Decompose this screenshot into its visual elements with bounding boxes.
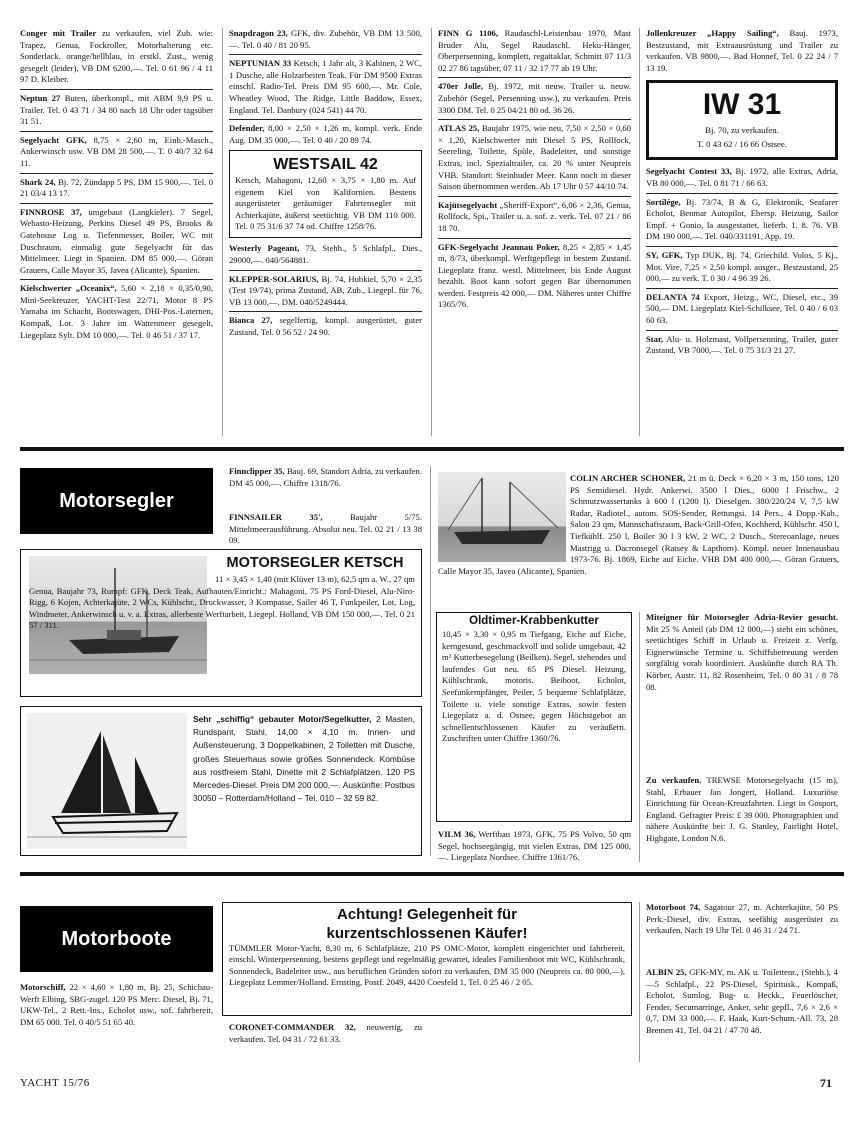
- ad-finnsailer: FINNSAILER 35', Baujahr 5/75. Mitteltmeerausführung. Absolut neu. Tel. 02 21 / 13 38 09.: [229, 512, 422, 546]
- classified-ad: Defender, 8,00 × 2,50 × 1,26 m, kompl. verk. Ende Aug. DM 35 000,—. Tel. 0 40 / 20 89 74.: [229, 123, 422, 145]
- achtung-box: [222, 902, 632, 1016]
- classified-ad: SY, GFK, Typ DUK, Bj. 74, Griechild. Volos, 5 Kj., Mot. Vire, 7,25 × 2,50 kompl. ausger., Bestzustand, 25 000,— zu verk. T. 0 30 / 4 96 39 26.: [646, 249, 838, 284]
- ad-divider: [229, 311, 422, 312]
- classified-ad: Snapdragon 23, GFK, div. Zubehör, VB DM 13 500,—. Tel. 0 40 / 81 20 95.: [229, 28, 422, 50]
- achtung-title-1: Achtung! Gelegenheit für: [337, 906, 517, 923]
- col-divider: [639, 28, 640, 436]
- col-divider: [430, 466, 431, 856]
- col4-ads: [646, 28, 838, 357]
- classified-ad: Bianca 27, segelfertig, kompl. ausgerüstet, guter Zustand, Tel. 0 56 52 / 24 90.: [229, 315, 422, 337]
- classified-ad: DELANTA 74 Export, Heizg., WC, Diesel, etc., 39 500,— DM. Liegeplatz Kiel-Schilksee, Tel. 0 40 / 6 03 60 63.: [646, 291, 838, 325]
- ad-divider: [20, 173, 213, 174]
- ad-schiffig: Sehr „schiffig“ gebauter Motor/Segelkutter, 2 Masten, Rundspant, Stahl, 14,00 × 4,10 m. Innen- und Außensteuerung, 3 Doppelkabinen, 2 Toiletten mit Dusche, großes Steuerhaus sowie großes Sonnendeck. Kombüse aus rostfreiem Stahl, Dinette mit 2 Schlafplätzen. 120 PS Mercedes-Diesel. Preis DM 200 000,—. Auskünfte: Postbus 30050 – Rotterdam/Holland – Tel. 010 – 32 59 82.: [193, 714, 415, 804]
- classified-ad: Westerly Pageant, 73, Stehh., 5 Schlafpl., Dies., 29000,—. 040/564881.: [229, 243, 422, 265]
- ad-divider: [20, 89, 213, 90]
- classified-ad: Kajütsegelyacht „Sheriff-Export“, 6,06 × 2,36, Genua, Rollfock, Spi., Trailer u. a. sof. z. verk. Tel. 07 21 / 86 18 70.: [438, 199, 631, 233]
- ad-divider: [646, 246, 838, 247]
- classified-ad: Conger mit Trailer zu verkaufen, viel Zub. wie: Trapez, Genua, Fockroller, Motorhalterung etc. Sonderlack. orange/hellblau, in erstkl. Zust., wenig gesegelt (leider), VB DM 6200,—. Tel. 0 61 96 / 4 11 97 D. Kleiber.: [20, 28, 214, 85]
- ketsch-title: MOTORSEGLER KETSCH: [226, 555, 404, 571]
- oldtimer-box: [436, 612, 632, 822]
- classified-ad: Segelyacht Contest 33, Bj. 1972, alle Extras, Adria, VB 80 000,—. Tel. 0 81 71 / 66 63.: [646, 166, 838, 188]
- oldtimer-title: Oldtimer-Krabbenkutter: [469, 615, 599, 627]
- oldtimer-text: 10,45 × 3,30 × 0,95 m Tiefgang, Eiche auf Eiche, kerngesund, geschmackvoll und solide umgebaut, 42 m² Kutterbesegelung (Beilken). Segel, stehendes und laufendes Gut neu. 65 PS Diesel. Heizung, Kühlschrank, motoris. Beiboot, Echolot, Seefunkempfänger, Peiler, 5 bequeme Schlafplätze, Toilette u. viele sonstige Extras, sowie festen Liegeplatz a. d. Ostsee, gegen Höchstgebot an schnellentschlossenen Käufer zu veräußern. Zuschriften unter Chiffre 1360/76.: [442, 629, 626, 744]
- ketsch-box: [20, 549, 422, 697]
- ad-divider: [646, 330, 838, 331]
- col-divider: [222, 28, 223, 436]
- kutter-photo: [27, 713, 187, 849]
- achtung-title-2: kurzentschlossenen Käufer!: [326, 925, 528, 942]
- section-rule: [20, 872, 844, 876]
- classified-ad: NEPTUNIAN 33 Ketsch, 1 Jahr alt, 3 Kabinen, 2 WC, 1 Dusche, alle Holzarbeiten Teak. Für DM 9500 Extras einschl. Radio-Tel. Preis DM 95 600,—. Mr. Cole, Wheatley Wood, The Ridge, Little Baddow, Essex, England. Tel. Danbury (024 541) 44 70.: [229, 58, 422, 115]
- ad-finnclipper: Finnclipper 35, Bauj. 69, Standort Adria, zu verkaufen. DM 45 000,—. Chiffre 1318/76.: [229, 466, 422, 488]
- motorsegler-section-header: Motorsegler: [20, 468, 213, 534]
- ad-divider: [20, 131, 213, 132]
- magazine-issue: YACHT 15/76: [20, 1077, 90, 1089]
- col1-ads: [20, 28, 213, 341]
- col-divider: [431, 28, 432, 436]
- col3-ads: [438, 28, 631, 311]
- classified-ad: Segelyacht GFK, 8,75 × 2,60 m, Einb.-Masch., Ankerwinsch usw. VB DM 28 500,—. T. 0 40/7 32 64 11.: [20, 134, 214, 168]
- classified-ad: ATLAS 25, Baujahr 1975, wie neu, 7,50 × 2,50 × 0,60 × 1,20, Kielschwerter mit Diesel 5 PS, Rollfock, Seereling, Toilette, Spüle, Badeleiter, und sonstige Extras, incl. Spezialtrailer, ca. 20 % unter Neupreis VHB. Standort: Steinhuder Meer. Kann noch in dieser Saison übernommen werden. Ab 17 Uhr 0 57 44/10 74.: [438, 123, 631, 192]
- westsail-title: WESTSAIL 42: [273, 156, 378, 174]
- iw31-line1: Bj. 70, zu verkaufen.: [705, 125, 779, 136]
- ad-trewse: Zu verkaufen. TREWSE Motorsegelyacht (15 m), Stahl, Erbauer Jan Jongert, Holland. Luxuriöse Einrichtung für Ocean-Kreuzfahrten. Liegt in Gosport, England. Gefragter Preis: £ 39 000. Photographien und nähere Auskünfte bei: J. G. Stanley, Fairlight Hotel, Highgate, London N.6.: [646, 775, 838, 843]
- ad-divider: [229, 119, 422, 120]
- kutter-boat-icon: [27, 713, 187, 849]
- ad-divider: [20, 203, 213, 204]
- classified-ad: Jollenkreuzer „Happy Sailing“, Bauj. 1973, Bestzustand, mit Extraausrüstung und Trailer zu verkaufen. VB 9800,—. Bad Honnef, Tel. 0 22 24 / 7 13 19.: [646, 28, 838, 73]
- iw31-line2: T. 0 43 62 / 16 66 Ostsee.: [697, 139, 787, 150]
- ad-motorboot74: Motorboot 74, Sagatour 27, m. Achterkajüte, 50 PS Perk.-Diesel, div. Extras, seefähig ausgerüstet zu verkaufen. Nach 19 Uhr Tel. 0 46 31 / 24 71.: [646, 902, 838, 936]
- ad-coronet: CORONET-COMMANDER 32, neuwertig, zu verkaufen. Tel. 04 31 / 72 61 33.: [229, 1022, 422, 1044]
- ad-colin-archer: COLIN ARCHER SCHONER, 21 m ü. Deck × 6,20 × 3 m, 150 tons, 120 PS Semidiesel. Hydr. Ankerwi. 3500 l Dies., 6000 l Frischw., 2 Schmutzwassertanks à 600 l (1200 l). Dieselgen. 380/220/24 V, 7,5 kW Radar, Radiotel., autom. SOS-Sender, Rettungsi. 14 Pers., 4 Dopp.-Kab., Salon 23 qm, Mannschaftsraum, Back-Grill-Ofen, Kochherd, Kühlschr. 450 l, Tiefkühlf. 250 l, Boiler 30 l 3 kW, 2 WC, 2 Dusch., Stereoanlage, neues Mastrigg u. Dacronsegel (Ratsey & Lapthorn). Kompl. neuer Innenausbau 1973-76. Bj. 1869, Eiche auf Eiche. VHB DM 400 000,—. Göran Grauers, Calle Mayor 35, Javea (Alicante), Spanien.: [438, 473, 839, 576]
- classified-ad: 470er Jolle, Bj. 1972, mit neuw. Trailer u. neuw. Zubehör (Segel, Persenning usw.), zu verkaufen. Preis 3300 DM. Tel. 0 25 04/21 80 od. 36 26.: [438, 81, 631, 115]
- ad-divider: [438, 77, 631, 78]
- iw31-box: [646, 80, 838, 160]
- section-rule: [20, 447, 844, 451]
- ad-divider: [229, 54, 422, 55]
- classified-ad: Sortilége, Bj. 73/74, B & G, Elektronik, Seafarer Echolot, Benmar Autopilot, Ebersp. Heizung, Sailor Empf. + Gonio, la ausgestattet, lieferb. 1. 8. 76. VB DM 190 000,—. Tel. 040/331191, App. 19.: [646, 196, 838, 242]
- ad-divider: [229, 270, 422, 271]
- ad-divider: [438, 238, 631, 239]
- ad-miteigner: Miteigner für Motorsegler Adria-Revier gesucht. Mit 25 % Anteil (ab DM 12 000,—) steht ein schönes, seetüchtiges Schiff in Urlaub u. Freizeit z. Verfg. Eignerwünsche Termine u. Schiffsbetreuung werden sorgfältig vorab koordiniert. Auskünfte durch RA Th. Körber, Austr. 11, 82 Rosenheim, Tel. 0 80 31 / 8 78 08.: [646, 612, 838, 692]
- ad-divider: [438, 196, 631, 197]
- motorboote-section-header: Motorboote: [20, 906, 213, 972]
- westsail-box: [229, 150, 422, 238]
- col-divider: [639, 902, 640, 1062]
- classified-ad: Shark 24, Bj. 72, Zündapp 5 PS, DM 15 900,—. Tel. 0 21 03/4 13 17.: [20, 176, 213, 199]
- classified-ad: FINN G 1106, Raudaschl-Leistenbau 1970, Mast Bruder Alu, Segel Raudaschl. Heku-Hänger, Oberpersenning, komplett, regattaklar, Schmitt 07 11/3 02 27 86 tagsüber, 07 11 / 32 17 77 ab 19 Uhr.: [438, 28, 631, 73]
- classified-ad: Neptun 27 Buten, überkompl., mit ABM 9,9 PS u. Trailer. Tel. 0 43 71 / 34 80 nach 18 Uhr oder tagsüber 31 51.: [20, 92, 213, 127]
- ad-divider: [646, 288, 838, 289]
- westsail-text: Ketsch, Mahagoni, 12,60 × 3,75 × 1,80 m. Auf eigenem Kiel von Kalifornien. Bestens ausgerüsteter geräumiger Fahrtensegler mit Achterkajüte, äußerst seetüchtig. VB DM 110 000. Tel. 0 75 31/6 37 74 od. Chiffre 1258/76.: [235, 175, 416, 231]
- col2-ads: [229, 28, 422, 339]
- ad-vilm: VILM 36, Werftbau 1973, GFK, 75 PS Volvo, 50 qm Segel, hochseegängig, mit vielen Extras, DM 125 000,—. Liegeplatz Nordsee. Chiffre 1361/76.: [438, 829, 631, 863]
- ad-motorschiff: Motorschiff, 22 × 4,60 × 1,80 m, Bj. 25, Schichau-Werft Elbing, SBG-zugel. 120 PS Merc. Diesel, Bj. 71, UKW-Tel., 2 Rett.-Ins., Echolot usw., sof. fahrbereit, DM 65 000. Tel. 0 40/5 51 65 40.: [20, 982, 213, 1027]
- classified-ad: Kielschwerter „Oceanix“, 5,60 × 2,18 × 0,35/0,90, Mini-Seekreuzer, YACHT-Test 22/71, Motor 8 PS Yamaha im Schacht, Bootswagen, DHI-Pos.-Laternen, Kompaß, Lot. 3 Jahre im Wattenmeer gesegelt, Liegeplatz Sylt. DM 10 000,—. Tel. 0 46 51 / 37 17.: [20, 283, 213, 340]
- ad-albin: ALBIN 25, GFK-MY, m. AK u. Toilettenr., (Stehh.), 4—5 Schlafpl., 22 PS-Diesel, Spiritusk., Kompaß, Echolot, Sumlog, Bug- u. Heckk., Feuerlöscher, Fender, Secumarringe, Anker, sehr gepfl., 7,6 × 2,6 × 0,7, DM 33 000,—. F. Haak, Kurt-Schum.-All. 73, 28 Bremen 41, Tel. 04 21 / 47 70 48.: [646, 967, 838, 1035]
- ad-divider: [438, 119, 631, 120]
- iw31-title: IW 31: [702, 88, 782, 122]
- ad-divider: [646, 193, 838, 194]
- classified-ad: FINNROSE 37, umgebaut (Langkieler). 7 Segel, Webasto-Heizung, Perkins Diesel 49 PS, Brooks & Gatehouse Log u. Tiefenmesser, Boiler, WC mit Duschraum, einmalig gute Segelyacht für das Mittelmeer. Liegt in Spanien. DM 85 000,—. Göran Grauers, Calle Mayor 35, Javea (Alicante), Spanien.: [20, 206, 213, 275]
- col-divider: [639, 612, 640, 862]
- classified-ad: GFK-Segelyacht Jeannau Poker, 8,25 × 2,85 × 1,45 m, 8/73, überkompl. Werftgepflegt in bestem Zustand. Liegeplatz franz. westl. Mittelmeer, bis Ende August bezahlt. Boot kann sofort gegen Bar übernommen werden. Festpreis 42 000,— DM. Näheres unter Chiffre 1365/76.: [438, 241, 631, 310]
- schiffig-box: [20, 706, 422, 856]
- page-number: 71: [820, 1076, 832, 1090]
- ad-divider: [20, 279, 213, 280]
- classified-ad: KLEPPER-SOLARIUS, Bj. 74, Hubkiel, 5,70 × 2,35 (Test 19/74), prima Zustand, AB, Zub., Liegepl. für 76, VB 13 000,—. DM. 040/5249444.: [229, 273, 422, 307]
- achtung-text: TÜMMLER Motor-Yacht, 8,30 m, 6 Schlafplätze, 210 PS OMC-Motor, komplett eingerichtet und fahrbereit, einschl. Winterpersenning, bestens gepflegt und regelmäßig gewartet, ideales Familienboot mit WC, Kühlschrank, Sonnendeck, Badeleiter usw., aus beruflichen Gründen sofort zu verkaufen, DM 35 000 (Neupreis ca. 80 000,—), Liegeplatz Lemmer/Holland. Ernsting, Postf. 2049, 4420 Coesfeld 1, Tel. 0 25 46 / 2 05.: [229, 943, 625, 988]
- ketsch-text: 11 × 3,45 × 1,40 (mit Klüver 13 m), 62,5 qm a. W., 27 qm Genua, Baujahr 73, Rumpf: GFK, Deck Teak, Aufbauten/Einricht.: Mahagoni, 75 PS Ford-Diesel, Alu-Niro-Rigg, 6 Kojen, Achterkajüte, 2 WCs, Kühlschr., Druckwasser, 3 Kompasse, Sailer 46 T, Funkpeiler, Lot, Log, Windmeter, Ankerwinsch u. v. a. Extras, allerbeste Werftarbeit, Liegepl. Holland, VB DM 150 000,—. Tel. 0 21 57 / 311.: [29, 574, 415, 630]
- classified-ad: Star, Alu- u. Holzmast, Vollpersenning, Trailer, guter Zustand, VB 7000,—. Tel. 0 75 31/3 21 27.: [646, 333, 838, 356]
